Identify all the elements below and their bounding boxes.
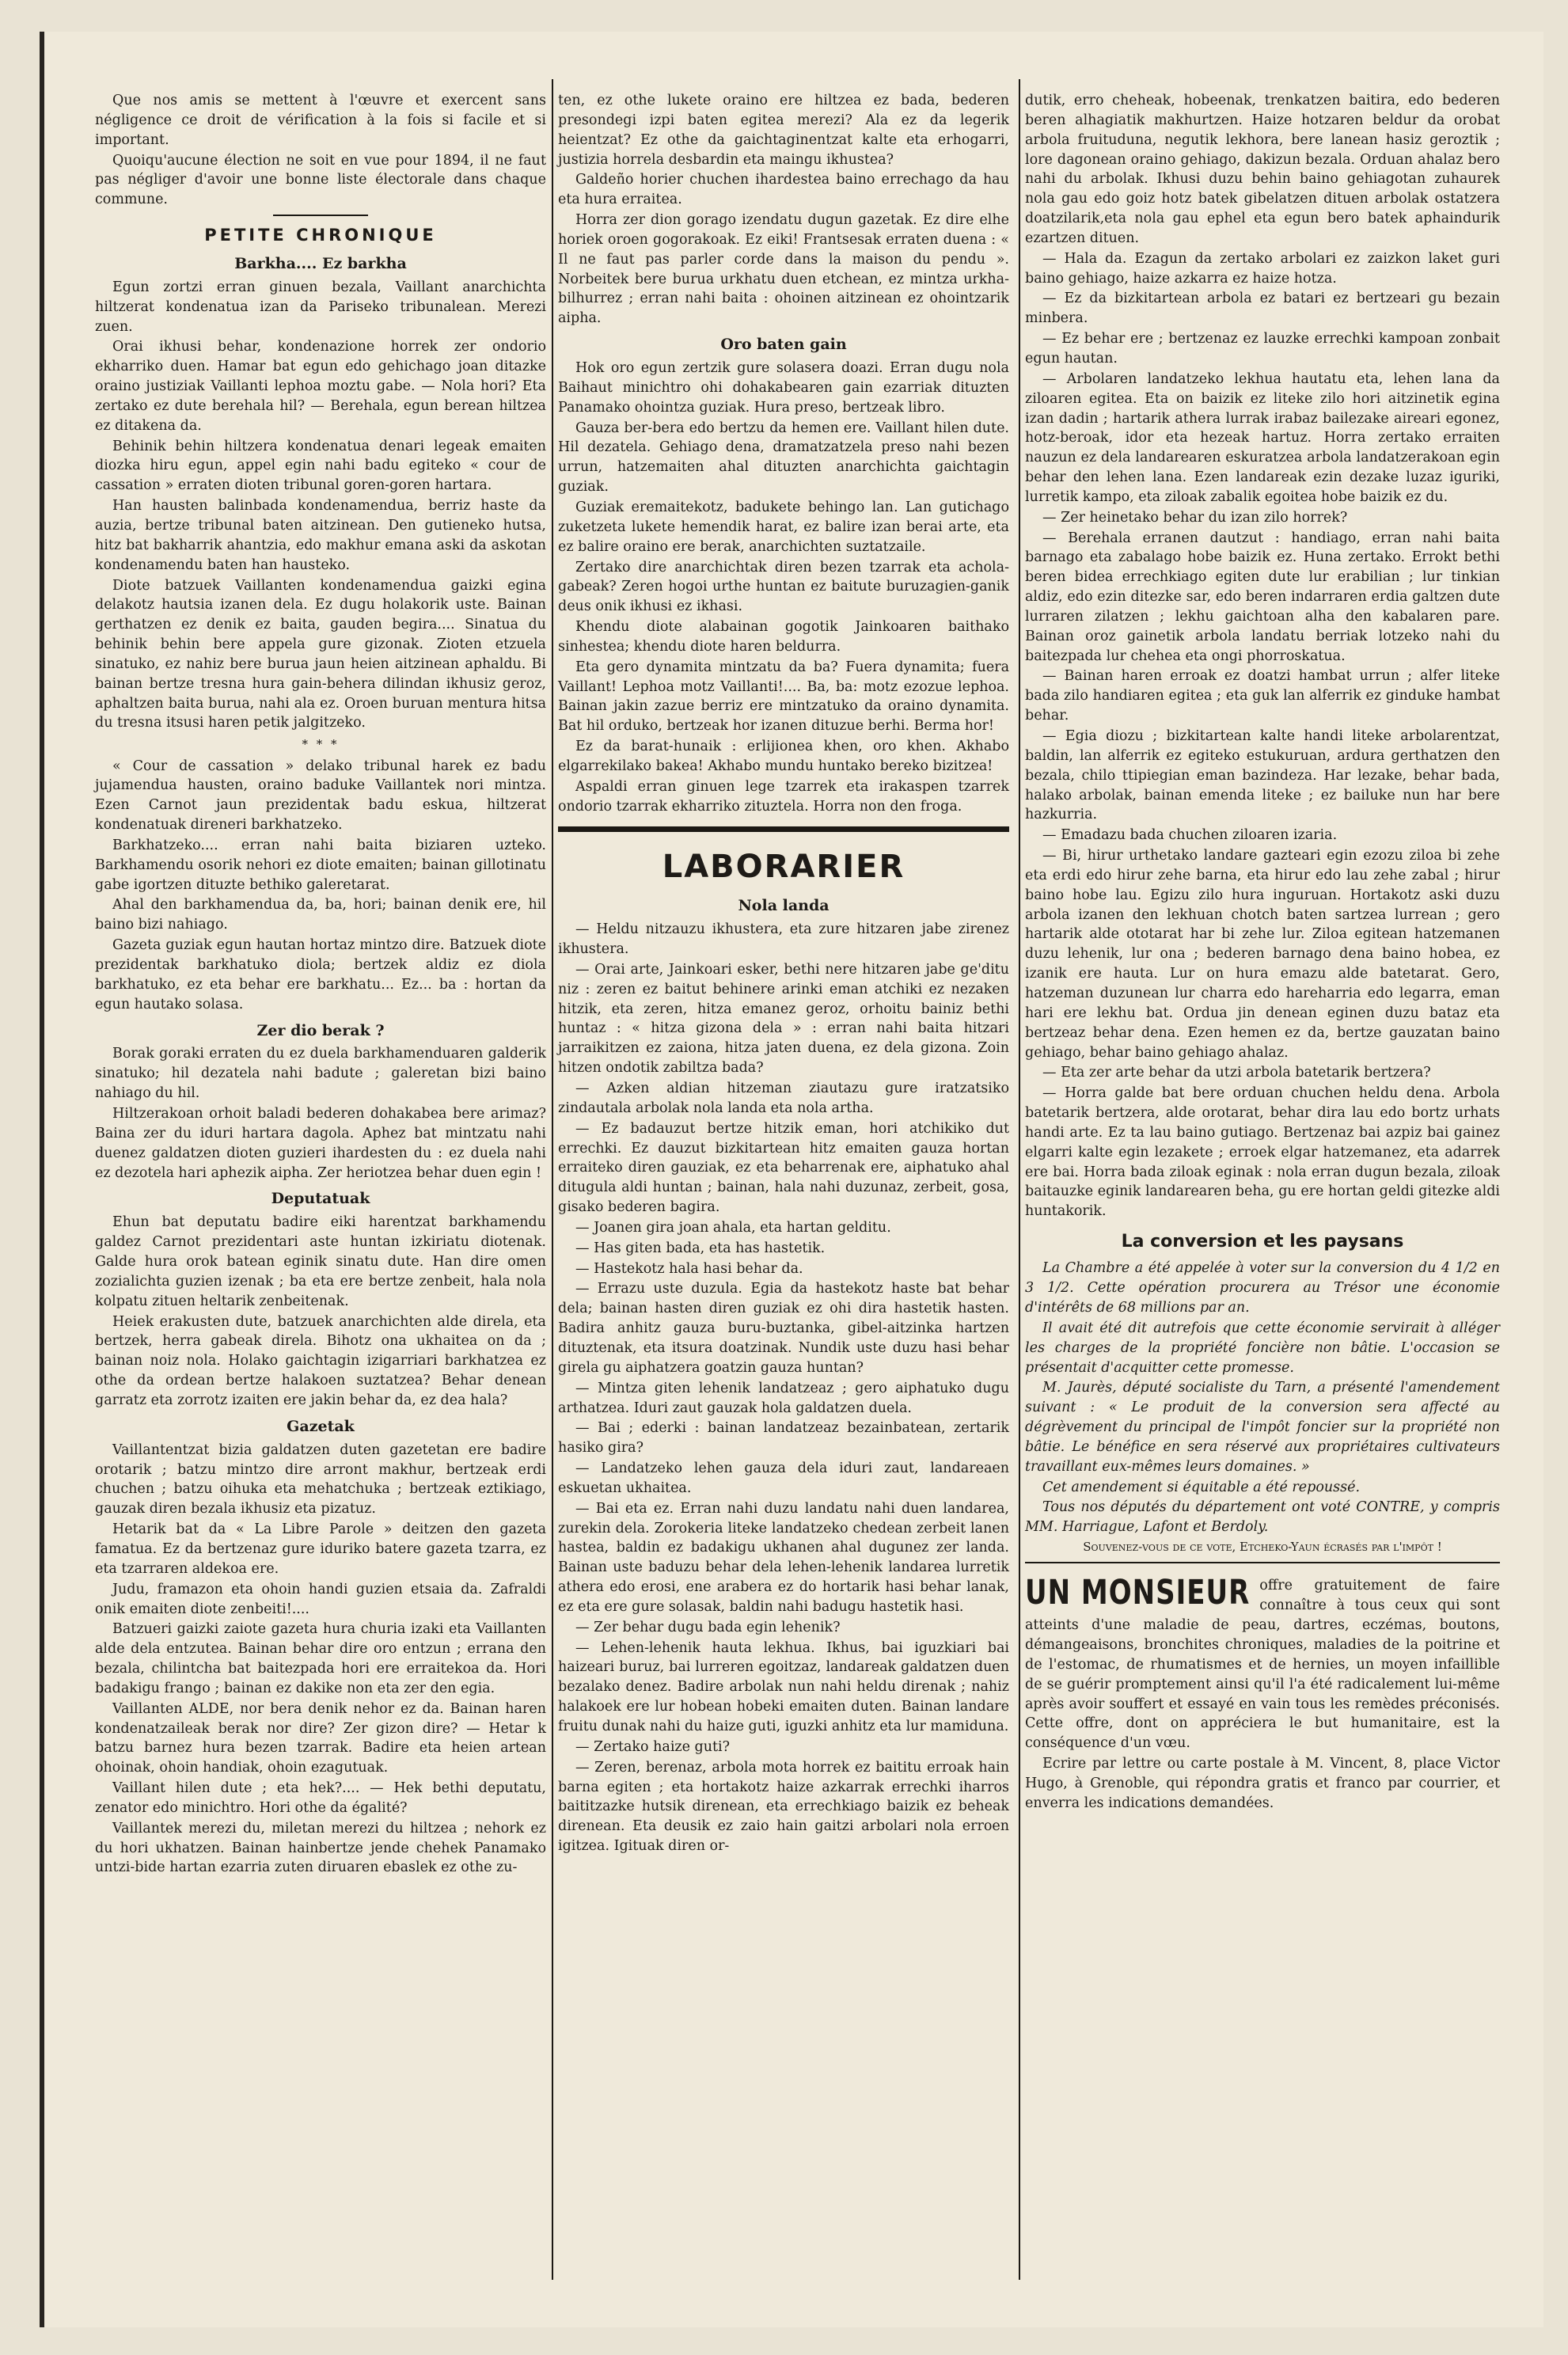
paragraph: Han hausten balinbada kondenamendua, berriz haste da auzia, bertze tribunal baten aitzinean. Den gutieneko hutsa, hitz bat bakharrik ahantzia, edo makhur emana aski da askotan kondenamendu baten han hausteko. <box>95 498 546 573</box>
heavy-divider <box>558 826 1009 832</box>
dialogue-line: — Bai eta ez. Erran nahi duzu landatu nahi duen landarea, zurekin dela. Zorokeria liteke landatzeko chedean zerbeit lanen hastea, baldin ez badakigu ukhanen ahal dugunez zer landa. Bainan uste baduzu behar dela lehen-lehenik landarea lurretik athera edo erosi, ene arabera ez do hortarik hasi behar lanak, ez eta ere gure solasak, baldin nahi badugu hastetik hasi. <box>558 1500 1009 1615</box>
paragraph: Hok oro egun zertzik gure solasera doazi. Erran dugu nola Baihaut minichtro ohi dohakabearen gain ezarriak dituzten Panamako ohointza guziak. Hura preso, bertzeak libro. <box>558 360 1009 416</box>
paragraph: Zertako dire anarchichtak diren bezen tzarrak eta achola-gabeak? Zeren hogoi urthe huntan ez baitute buruzagien-ganik deus onik ikhusi ez ikhasi. <box>558 559 1009 615</box>
section-title: Oro baten gain <box>720 336 847 354</box>
section-title: Gazetak <box>287 1417 355 1435</box>
paragraph: Horra zer dion gorago izendatu dugun gazetak. Ez dire elhe horiek oroen gogorakoak. Ez eiki! Frantsesak erraten duena : « Il ne faut pas parler corde dans la maison du pendu ». Norbeitek bere burua urkhatu duen etchean, ez mintza urkha-bilhurrez ; erran nahi baita : ohoinen aitzinean ez ohointzarik aipha. <box>558 212 1009 327</box>
dialogue-line: — Eta zer arte behar da utzi arbola batetarik bertzera? <box>1042 1065 1431 1081</box>
section-title: La conversion et les paysans <box>1121 1232 1404 1252</box>
paragraph: Gauza ber-bera edo bertzu da hemen ere. Vaillant hilen dute. Hil dezatela. Gehiago dena, dramatzatzela preso nahi bezen urrun, hatzemaiten ahal dituzten anarchichta gaichtagin guziak. <box>558 420 1009 496</box>
paragraph: M. Jaurès, député socialiste du Tarn, a présenté l'amendement suivant : « Le produit de la conversion sera affecté au dégrèvement du principal de l'impôt foncier sur la propriété non bâtie. Le bénéfice en sera réservé aux propriétaires cultivateurs travaillant eux-mêmes leurs domaines. » <box>1025 1380 1500 1475</box>
asterism: * * * <box>302 737 340 752</box>
paragraph: La Chambre a été appelée à voter sur la conversion du 4 1/2 en 3 1/2. Cette opération procurera au Trésor une économie d'intérêts de 68 millions par an. <box>1025 1260 1500 1316</box>
section-title: Barkha.... Ez barkha <box>234 254 407 272</box>
dialogue-line: — Heldu nitzauzu ikhustera, eta zure hitzaren jabe zirenez ikhustera. <box>558 921 1009 958</box>
paragraph: Ahal den barkhamendua da, ba, hori; bainan denik ere, hil baino bizi nahiago. <box>95 897 546 933</box>
paragraph: Vaillant hilen dute ; eta hek?.... — Hek bethi deputatu, zenator edo minichtro. Hori othe da égalité? <box>95 1780 546 1816</box>
dialogue-line: — Emadazu bada chuchen ziloaren izaria. <box>1042 827 1338 844</box>
dialogue-line: — Has giten bada, eta has hastetik. <box>575 1240 826 1256</box>
paragraph: Barkhatzeko.... erran nahi baita biziaren uzteko. Barkhamendu osorik nehori ez diote emaiten; bainan gillotinatu gabe igortzen dituzte bethiko galeretarat. <box>95 837 546 893</box>
ad-text: Ecrire par lettre ou carte postale à M. Vincent, 8, place Victor Hugo, à Grenoble, qui répondra gratis et franco par courrier, et enverra les indications demandées. <box>1025 1756 1500 1811</box>
paragraph: Khendu diote alabainan gogotik Jainkoaren baithako sinhestea; khendu diote haren beldurra. <box>558 619 1009 655</box>
dialogue-line: — Zer heinetako behar du izan zilo horrek? <box>1042 509 1348 526</box>
paragraph: Gazeta guziak egun hautan hortaz mintzo dire. Batzuek diote prezidentak barkhatuko diola; bertzek aldiz ez diola barkhatuko, ez eta behar ere barkhatu... Ez... ba : hortan da egun hautako solasa. <box>95 937 546 1012</box>
dialogue-line: — Lehen-lehenik hauta lekhua. Ikhus, bai iguzkiari bai haizeari buruz, bai lurreren egoitzaz, landareak galdatzen duen bezalako denez. Badire arbolak nun nahi heldu direnak ; nahiz halakoek ere lur hobean hobeki emaiten duten. Bainan landare fruitu dunak nahi du haize guti, iguzki anhitz eta lur mamiduna. <box>558 1639 1009 1735</box>
paragraph: Behinik behin hiltzera kondenatua denari legeak emaiten diozka hiru egun, appel egin nahi badu egiteko « cour de cassation » erraten dioten tribunal goren-goren hartara. <box>95 438 546 494</box>
dialogue-line: — Bainan haren erroak ez doatzi hambat urrun ; alfer liteke bada zilo handiaren egitea ; eta guk lan alferrik ez ginduke hambat behar. <box>1025 668 1500 724</box>
dialogue-line: — Bai ; ederki : bainan landatzeaz bezainbatean, zertarik hasiko gira? <box>558 1420 1009 1457</box>
section-divider <box>1025 1562 1500 1563</box>
paragraph: Heiek erakusten dute, batzuek anarchichten alde direla, eta bertzek, herra gabeak direla. Bihotz ona ukhaitea on da ; bainan noiz nola. Holako gaichtagin izigarriari barkhatzea ez othe da ordean bertze halakoen suztatzea? Behar denean garratz eta zorrotz izaiten ere jakin behar da, ez dea hala? <box>95 1313 546 1408</box>
paragraph: Vaillantek merezi du, miletan merezi du hiltzea ; nehork ez du hori ukhatzen. Bainan hainbertze jende chehek Panamako untzi-bide hartan ezarria zuten diruaren ebaslek ez othe zu- <box>95 1820 546 1876</box>
paragraph: Cet amendement si équitable a été repoussé. <box>1042 1479 1361 1495</box>
dialogue-line: — Hastekotz hala hasi behar da. <box>575 1260 803 1277</box>
intro-paragraph: Que nos amis se mettent à l'œuvre et exercent sans négligence ce droit de vérification à la fois si facile et si important. <box>95 93 546 148</box>
paragraph: Hetarik bat da « La Libre Parole » deitzen den gazeta famatua. Ez da bertzenaz gure iduriko batere gazeta tzarra, ez eta tzarraren aldekoa ere. <box>95 1521 546 1577</box>
dialogue-line: — Zertako haize guti? <box>575 1738 731 1755</box>
dialogue-line: — Azken aldian hitzeman ziautazu gure iratzatsiko zindautala arbolak nola landa eta nola artha. <box>558 1081 1009 1116</box>
dialogue-line: — Joanen gira joan ahala, eta hartan gelditu. <box>575 1219 891 1236</box>
paragraph: Hiltzerakoan orhoit baladi bederen dohakabea bere arimaz? Baina zer du iduri hartara dagola. Aphez bat mintzatu nahi duenez galdatzen dioten guzieri ihardesten du : ez duela nahi ez dezotela hari aphezik aipha. Zer heriotzea behar duen egin ! <box>95 1106 546 1181</box>
paragraph: Batzueri gaizki zaiote gazeta hura churia izaki eta Vaillanten alde dela entzutea. Bainan behar dire oro entzun ; errana den bezala, chilintcha bat baitezpada hori ere erraitekoa da. Hori badakigu frango ; bainan ez dakike non eta zer den egia. <box>95 1621 546 1696</box>
dialogue-line: — Ez da bizkitartean arbola ez batari ez bertzeari gu bezain minbera. <box>1025 291 1500 327</box>
paragraph: Diote batzuek Vaillanten kondenamendua gaizki egina delakotz hautsia izanen dela. Ez dugu holakorik uste. Bainan gerthatzen ez denik ez baita, gauden begira.... Sinatua du behinik behin bere appela gure gizonak. Zioten etzuela sinatuko, ez nahiz bere burua jaun heien aitzinean aphaldu. Bi bainan bertze tresna hura gain-behera dilindan ikhusiz geroz, aphaltzen baita burua, nahi ala ez. Oroen buruan mentura hitsa du tresna itsusi haren petik jalgitzeko. <box>95 577 546 731</box>
paragraph: Guziak eremaitekotz, badukete behingo lan. Lan gutichago zuketzeta lukete hemendik harat, ez balire izan berai arte, eta ez balire oraino ere berak, anarchichten suztatzaile. <box>558 499 1009 555</box>
column-2 <box>558 91 1009 1857</box>
dialogue-line: — Berehala erranen dautzut : handiago, erran nahi baita barnago eta zabalago hobe baizik ez. Huna zertako. Errokt bethi beren bidea errechkiago egiten dute lur erabilian ; lur tinkian aldiz, edo ezin ditezke sar, edo beren indarraren erdia galtzen dute lurraren zilatzen ; lekhu gaichtoan alha den kabalaren pare. Bainan oroz gainetik arbola landatu berriak lotzeko nahi du baitezpada lur chehea eta ongi phorroskatua. <box>1025 530 1500 664</box>
paragraph: Galdeño horier chuchen ihardestea baino errechago da hau eta hura erraitea. <box>558 172 1009 208</box>
dialogue-line: — Mintza giten lehenik landatzeaz ; gero aiphatuko dugu arthatzea. Iduri zaut gauzak hola galdatzen duela. <box>558 1380 1009 1416</box>
paragraph: Vaillanten ALDE, nor bera denik nehor ez da. Bainan haren kondenatzaileak berak nor dire? Zer gizon dire? — Hetar k batzu barnez hura bezen tzarrak. Badire eta heien artean ohoinak, ohoin handiak, ohoin ezagutuak. <box>95 1700 546 1776</box>
paragraph: dutik, erro cheheak, hobeenak, trenkatzen baitira, edo bederen beren alhagiatik makhurtzen. Haize hotzaren beldur da orobat arbola fruituduna, negutik lekhora, bere lanean hasiz geroztik ; lore dagonean oraino gehiago, dakizun bezala. Orduan ahalaz bero nahi du arbolak. Ikhusi duzu behin baino gehiagotan zuhaurek nola gau edo goiz hotz batek gibelatzen dituen arbolak ostatzera doatzilarik,eta nola gau ephel eta egun bero batek aphaindurik ezartzen dituen. <box>1025 93 1500 246</box>
dialogue-line: — Ez behar ere ; bertzenaz ez lauzke errechki kampoan zonbait egun hautan. <box>1025 331 1500 367</box>
dialogue-line: — Bi, hirur urthetako landare gazteari egin ezozu ziloa bi zehe eta erdi edo hirur zehe barna, eta hirur edo lau zehe zabal ; hirur baino hobe lau. Egizu zilo hura inguruan. Hortakotz aski duzu arbola izanen den lekhuan chotch baten sartzea lurrean ; gero hartarik alde ototarat har bi zehe lur. Ziloa egitean hatzemanen duzu lehenik, lur ona ; bederen barnago dena baino hobea, ez izanik ere hauta. Lur on hura emazu alde batetarat. Gero, hatzeman duzunean lur charra edo hareharria edo legarra, eman hari ere lekhu bat. Ordua jin denean eginen duzu bataz eta bertzeaz behar dena. Ezen hemen ez da, bertze gauzatan baino gehiago, behar baino gehiago ahalaz. <box>1025 848 1500 1061</box>
newspaper-page <box>40 32 1543 2327</box>
intro-paragraph: Quoiqu'aucune élection ne soit en vue pour 1894, il ne faut pas négliger d'avoir une bonne liste électorale dans chaque commune. <box>95 152 546 208</box>
paragraph: Eta gero dynamita mintzatu da ba? Fuera dynamita; fuera Vaillant! Lephoa motz Vaillanti!.... Ba, ba: motz ezozue lephoa. Bainan jakin zazue berriz ere mintzatuko da oraino dynamita. Bat hil orduko, bertzeak hor izanen dituzue berhi. Berma hor! <box>558 659 1009 735</box>
dialogue-line: — Arbolaren landatzeko lekhua hautatu eta, lehen lana da ziloaren egitea. Eta on baizik ez liteke zilo hori aitzinetik egina izan dadin ; hartarik athera lurrak irabaz bailezake aireari egonez, hotz-beroak, idor eta hezeak hartuz. Horra zertako erraiten nauzun ez dela landarearen eskuratzea arbola landatzerakoan egin behar den lehen lana. Ezen landareak ezin dezake luzaz iguriki, lurretik kampo, eta ziloak zabalik egoitea hobe baizik ez du. <box>1025 370 1500 505</box>
dialogue-line: — Egia diozu ; bizkitartean kalte handi liteke arbolarentzat, baldin, lan alferrik ez egiteko estukuruan, ardura gerthatzen den bezala, chilo ttipiegian eman bazindeza. Har lezake, behar bada, halako arbolak, bainan emenda liteke ; ez bailuke nun har bere hazkurria. <box>1025 728 1500 823</box>
paragraph: « Cour de cassation » delako tribunal harek ez badu jujamendua hausten, oraino baduke Vaillantek nori mintza. Ezen Carnot jaun prezidentak badu eskua, hiltzerat kondenatuak direneri barkhatzeko. <box>95 758 546 834</box>
paragraph: Judu, framazon eta ohoin handi guzien etsaia da. Zafraldi onik emaiten diote zenbeiti!.... <box>95 1581 546 1617</box>
page-fold-edge <box>40 32 44 2327</box>
dialogue-line: — Horra galde bat bere orduan chuchen heldu dena. Arbola batetarik bertzera, alde orotarat, behar dira lau edo bortz urhats handi arte. Ez ta lau baino gutiago. Bertzenaz bai azpiz bai gainez elgarri kalte egin lezakete ; erroek elgar hatzemanez, eta adarrek ere bai. Horra bada ziloak eginak : nola erran dugun bezala, ziloak baitauzke eginik landarearen beha, gu ere hortan geldi gitezke aldi huntakorik. <box>1025 1085 1500 1220</box>
column-rule-left <box>552 79 553 2280</box>
column-rule-right <box>1019 79 1020 2280</box>
paragraph: Ez da barat-hunaik : erlijionea khen, oro khen. Akhabo elgarrekilako bakea! Akhabo mundu huntako bereko bizitzea! <box>558 739 1009 774</box>
dialogue-line: — Errazu uste duzula. Egia da hastekotz haste bat behar dela; bainan hasten diren guziak ez ohi dira hastetik hasten. Badira anhitz gauza buru-buztanka, gibel-aitzinka hartzen dituztenak, eta itsura doatzinak. Nundik uste duzu hasi behar girela gu aiphatzera goatzin gauza huntan? <box>558 1281 1009 1376</box>
dialogue-line: — Landatzeko lehen gauza dela iduri zaut, landareaen eskuetan ukhaitea. <box>558 1460 1009 1496</box>
column-3 <box>1025 91 1500 1814</box>
ad-text: offre gratuitement de faire connaître à tous ceux qui sont atteints d'une maladie de peau, dartres, eczémas, boutons, démangeaisons, bronchites chroniques, maladies de la poitrine et de l'estomac, de rhumatismes et de hernies, un moyen infaillible de se guérir promptement ainsi qu'il l'a été radicalement lui-même après avoir souffert et essayé en vain tous les remèdes préconisés. Cette offre, dont on appréciera le but humanitaire, est la conséquence d'un vœu. <box>1025 1578 1500 1752</box>
paragraph: Vaillantentzat bizia galdatzen duten gazetetan ere badire orotarik ; batzu mintzo dire arront makhur, bertzeak erdi chuchen ; batzu oihuka eta mehatchuka ; bertzeak eztikiago, gauzak diren bezala ikhusiz eta pizatuz. <box>95 1441 546 1517</box>
dialogue-line: — Ez badauzut bertze hitzik eman, hori atchikiko dut errechki. Ez dauzut bizkitartean hitz emaiten gauza hortan erraiteko diren gauziak, ez eta beharrenak ere, aiphatuko ahal ditugula aldi huntan ; bainan, hala nahi duzunaz, zerbeit, gosa, gisako bederen bagira. <box>558 1120 1009 1216</box>
closing-line: Souvenez-vous de ce vote, Etcheko-Yaun écrasés par l'impôt ! <box>1083 1540 1442 1555</box>
paragraph: Tous nos députés du département ont voté CONTRE, y compris MM. Harriague, Lafont et Berdoly. <box>1025 1499 1500 1536</box>
section-title: Deputatuak <box>271 1190 370 1208</box>
section-banner: PETITE CHRONIQUE <box>204 226 437 245</box>
column-1 <box>95 91 546 1878</box>
paragraph: ten, ez othe lukete oraino ere hiltzea ez bada, bederen presondegi izpi baten egitea merezi? Ala ez da legerik heientzat? Ez othe da gaichtaginentzat kalte eta erhogarri, justizia horrela desbardin eta maingu ikhustea? <box>558 93 1009 168</box>
paragraph: Il avait été dit autrefois que cette économie servirait à alléger les charges de la propriété foncière non bâtie. L'occasion se présentait d'acquitter cette promesse. <box>1025 1320 1500 1376</box>
dialogue-line: — Orai arte, Jainkoari esker, bethi nere hitzaren jabe ge'ditu niz : zeren ez baitut behinere arinki eman atchiki ez nezaken hitzik, eta zeren, hitza emanez geroz, orhoitu bainiz bethi huntaz : « hitza gizona dela » : erran nahi baita hitzari jarraikitzen ez zaiona, hitza jaten duena, ez dela gizona. Zoin hitzen ondotik zabiltza bada? <box>558 961 1009 1077</box>
section-title: Nola landa <box>738 897 830 915</box>
paragraph: Egun zortzi erran ginuen bezala, Vaillant anarchichta hiltzerat kondenatua izan da Pariseko tribunalean. Merezi zuen. <box>95 279 546 335</box>
dialogue-line: — Zer behar dugu bada egin lehenik? <box>575 1619 841 1635</box>
paragraph: Orai ikhusi behar, kondenazione horrek zer ondorio ekharriko duen. Hamar bat egun edo gehichago joan ditazke oraino justiziak Vaillanti lephoa moztu gabe. — Nola hori? Eta zertako ez dute berehala hil? — Berehala, egun berean hiltzea ez ditakena da. <box>95 339 546 434</box>
ad-headline: UN MONSIEUR <box>1025 1573 1251 1613</box>
paragraph: Borak goraki erraten du ez duela barkhamenduaren galderik sinatuko; hil dezatela nahi badute ; galeretan bizi baino nahiago du hil. <box>95 1046 546 1102</box>
section-divider <box>273 215 368 216</box>
advertisement <box>1025 1573 1500 1813</box>
section-title: Zer dio berak ? <box>256 1021 385 1039</box>
dialogue-line: — Zeren, berenaz, arbola mota horrek ez baititu erroak hain barna egiten ; eta hortakotz haize azkarrak errechki iharros baititzazke hutsik direnean, eta errechkiago baizik ez beheak direnean. Eta deusik ez zaio hain gaitzi arbolari nola erroen igitzea. Igituak diren or- <box>558 1759 1009 1855</box>
laborarier-title: LABORARIER <box>662 848 905 885</box>
dialogue-line: — Hala da. Ezagun da zertako arbolari ez zaizkon laket guri baino gehiago, haize azkarra ez haize hotza. <box>1025 250 1500 287</box>
paragraph: Aspaldi erran ginuen lege tzarrek eta irakaspen tzarrek ondorio tzarrak ekharriko zituztela. Horra non den froga. <box>558 778 1009 815</box>
paragraph: Ehun bat deputatu badire eiki harentzat barkhamendu galdez Carnot prezidentari aste huntan izkiriatu diotenak. Galde hura orok batean eginik sinatu dute. Han dire omen zozialichta guzien izenak ; ba eta ere bertze zenbeit, hala nola kolpatu zituen heltarik zenbeitenak. <box>95 1214 546 1309</box>
